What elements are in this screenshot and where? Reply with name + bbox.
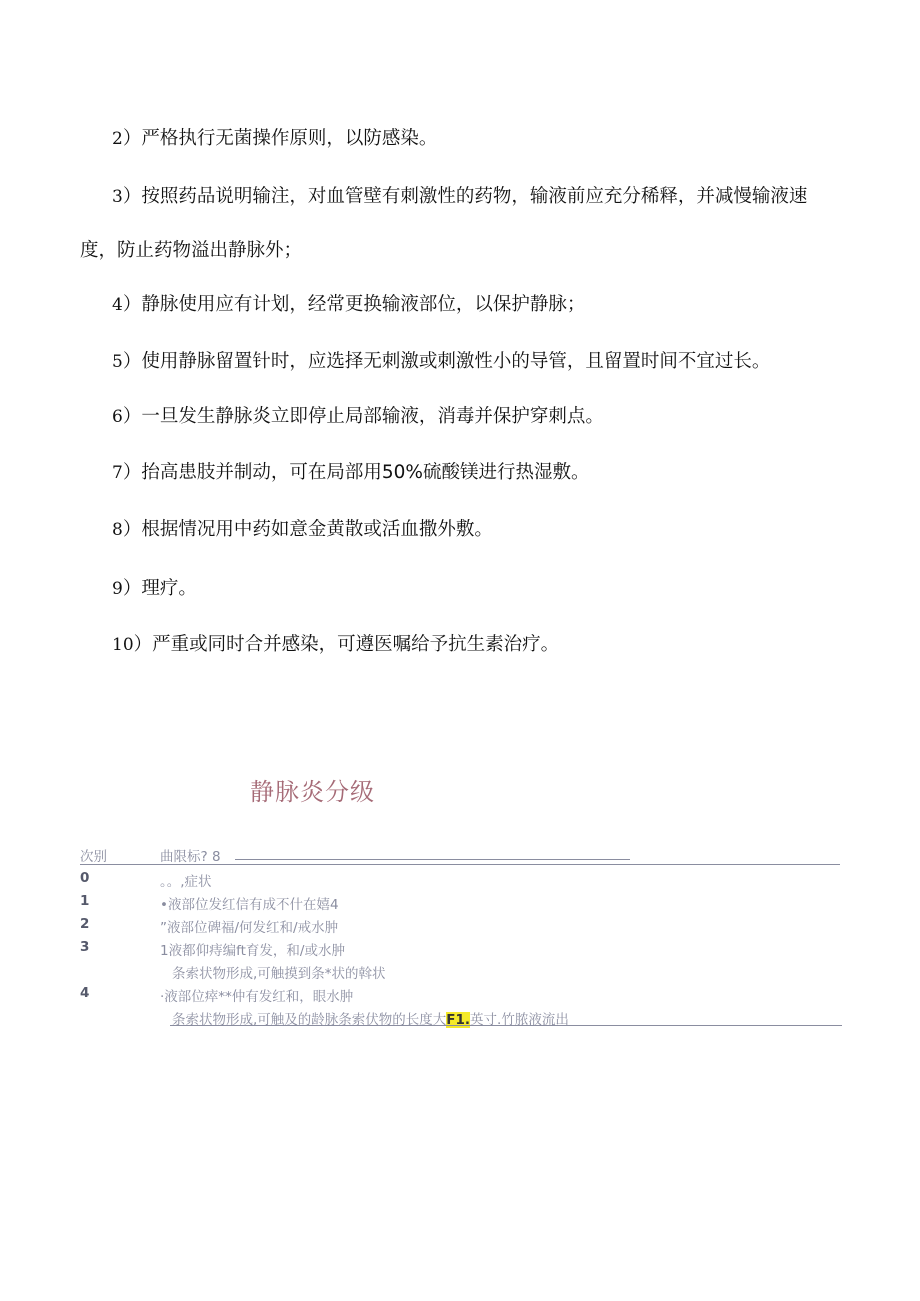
grade-cell: 0 — [80, 870, 90, 886]
criteria-text: 英寸.竹脓液流出 — [470, 1012, 569, 1028]
criteria-text: 条索状物形成,可触及的龄脉条索伏物的长度大 — [172, 1012, 447, 1028]
section-title: 静脉炎分级 — [250, 778, 375, 806]
paragraph-text: ）一旦发生静脉炎立即停止局部输液，消毒并保护穿刺点。 — [122, 406, 604, 427]
paragraph-number: 2 — [112, 129, 123, 149]
paragraph-4 — [80, 278, 840, 332]
criteria-cell: •液部位发红信有成不什在嬉4 — [160, 897, 339, 913]
paragraph-number: 7 — [112, 463, 123, 483]
paragraph-6 — [80, 390, 840, 444]
paragraph-9 — [80, 562, 840, 616]
grade-cell: 4 — [80, 985, 90, 1001]
criteria-cell: ·液部位瘁**仲有发红和，眼水肿 — [160, 989, 354, 1005]
paragraph-text: ）根据情况用中药如意金黄散或活血撒外敷。 — [122, 519, 493, 540]
paragraph-8 — [80, 503, 840, 557]
grade-cell: 3 — [80, 939, 90, 955]
paragraph-number: 5 — [112, 352, 123, 372]
paragraph-7 — [80, 446, 840, 500]
table-bottom-rule — [170, 1025, 842, 1026]
paragraph-number: 6 — [112, 407, 123, 427]
paragraph-number: 8 — [112, 520, 123, 540]
criteria-cell: ”液部位碑福/何发红和/戒水肿 — [160, 920, 339, 936]
criteria-cell: 条索状物形成,可触摸到条*状的斡状 — [172, 966, 386, 982]
grade-cell: 2 — [80, 916, 90, 932]
highlighted-text: F1. — [446, 1012, 471, 1028]
paragraph-text: ）理疗。 — [122, 578, 197, 599]
criteria-cell: 。。,症状 — [160, 874, 212, 890]
grade-cell: 1 — [80, 893, 90, 909]
phlebitis-grade-table — [80, 845, 842, 1028]
paragraph-text: ）严格执行无菌操作原则，以防感染。 — [122, 128, 438, 149]
header-underline — [235, 859, 630, 860]
criteria-cell: 1液都仰痔编ft育发，和/或水肿 — [160, 943, 345, 959]
paragraph-5 — [80, 335, 840, 389]
paragraph-number: 4 — [112, 295, 123, 315]
header-grade: 次别 — [80, 849, 107, 865]
paragraph-text: ）使用静脉留置针时，应选择无刺激或刺激性小的导管，且留置时间不宜过长。 — [122, 351, 771, 372]
header-criteria: 曲限标? 8 — [160, 849, 221, 865]
paragraph-number: 9 — [112, 579, 123, 599]
table-top-rule — [80, 864, 840, 865]
table-header — [80, 845, 842, 865]
paragraph-text: ）静脉使用应有计划，经常更换输液部位，以保护静脉； — [122, 294, 586, 315]
paragraph-3 — [80, 170, 840, 278]
paragraph-number: 10 — [112, 635, 134, 655]
paragraph-2 — [80, 112, 840, 166]
paragraph-10 — [80, 618, 840, 672]
paragraph-text: ）严重或同时合并感染，可遵医嘱给予抗生素治疗。 — [133, 634, 560, 655]
paragraph-text: ）抬高患肢并制动，可在局部用50%硫酸镁进行热湿敷。 — [122, 462, 590, 483]
paragraph-text: ）按照药品说明输注，对血管壁有刺激性的药物，输液前应充分稀释，并减慢输液速度，防止药物溢出静脉外； — [80, 186, 808, 261]
paragraph-number: 3 — [112, 187, 123, 207]
